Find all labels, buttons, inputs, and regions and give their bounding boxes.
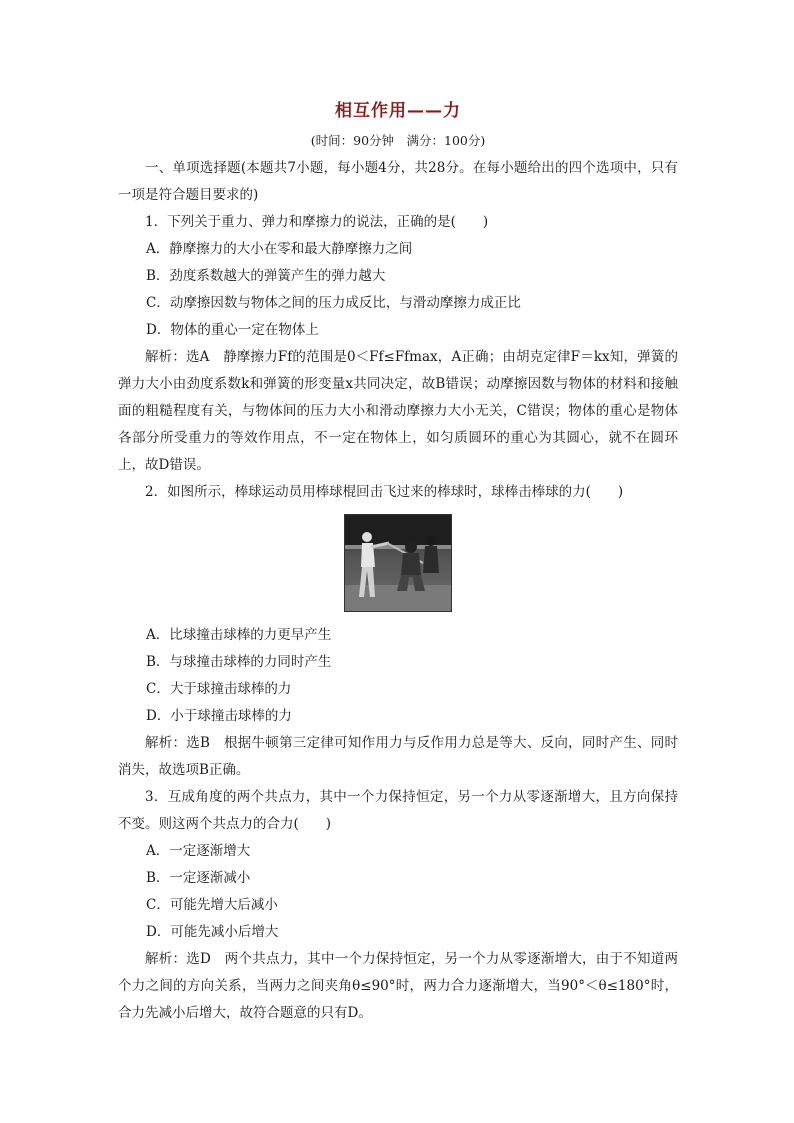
q1-option-d: D．物体的重心一定在物体上 [146, 322, 319, 338]
q1-option-a: A．静摩擦力的大小在零和最大静摩擦力之间 [146, 241, 413, 257]
exam-info: (时间：90分钟 满分：100分) [310, 133, 486, 148]
q3-option-c: C．可能先增大后减小 [146, 897, 278, 913]
q2-option-c: C．大于球撞击球棒的力 [146, 681, 292, 697]
document-page [118, 96, 678, 1027]
q3-stem: 3．互成角度的两个共点力，其中一个力保持恒定，另一个力从零逐渐增大，且方向保持不变。则这两个共点力的合力( ) [118, 789, 678, 832]
q3-option-d: D．可能先减小后增大 [146, 924, 279, 940]
figure-container [118, 514, 678, 612]
q2-option-a: A．比球撞击球棒的力更早产生 [146, 627, 332, 643]
q3-option-a: A．一定逐渐增大 [146, 843, 251, 859]
q3-option-b: B．一定逐渐减小 [146, 870, 251, 886]
q2-analysis: 解析：选B 根据牛顿第三定律可知作用力与反作用力总是等大、反向，同时产生、同时消失，故选项B正确。 [118, 735, 678, 778]
q1-option-b: B．劲度系数越大的弹簧产生的弹力越大 [146, 268, 386, 284]
q1-stem: 1．下列关于重力、弹力和摩擦力的说法，正确的是( ) [145, 214, 489, 230]
q1-option-c: C．动摩擦因数与物体之间的压力成反比，与滑动摩擦力成正比 [146, 295, 521, 311]
section-heading: 一、单项选择题(本题共7小题，每小题4分，共28分。在每小题给出的四个选项中，只有一项是符合题目要求的) [118, 160, 678, 203]
q3-analysis: 解析：选D 两个共点力，其中一个力保持恒定，另一个力从零逐渐增大，由于不知道两个力之间的方向关系，当两力之间夹角θ≤90°时，两力合力逐渐增大，当90°＜θ≤180°时，合力先减小后增大，故符合题意的只有D。 [118, 951, 678, 1021]
q2-option-b: B．与球撞击球棒的力同时产生 [146, 654, 332, 670]
q2-stem: 2．如图所示，棒球运动员用棒球棍回击飞过来的棒球时，球棒击棒球的力( ) [145, 484, 624, 500]
baseball-photo [344, 514, 452, 612]
q1-analysis: 解析：选A 静摩擦力Ff的范围是0＜Ff≤Ffmax，A正确；由胡克定律F＝kx知，弹簧的弹力大小由劲度系数k和弹簧的形变量x共同决定，故B错误；动摩擦因数与物体的材料和接触面的粗糙程度有关，与物体间的压力大小和滑动摩擦力大小无关，C错误；物体的重心是物体各部分所受重力的等效作用点，不一定在物体上，如匀质圆环的重心为其圆心，就不在圆环上，故D错误。 [118, 349, 678, 473]
baseball-player-image [345, 515, 451, 611]
page-title: 相互作用——力 [335, 101, 461, 121]
q2-option-d: D．小于球撞击球棒的力 [146, 708, 292, 724]
